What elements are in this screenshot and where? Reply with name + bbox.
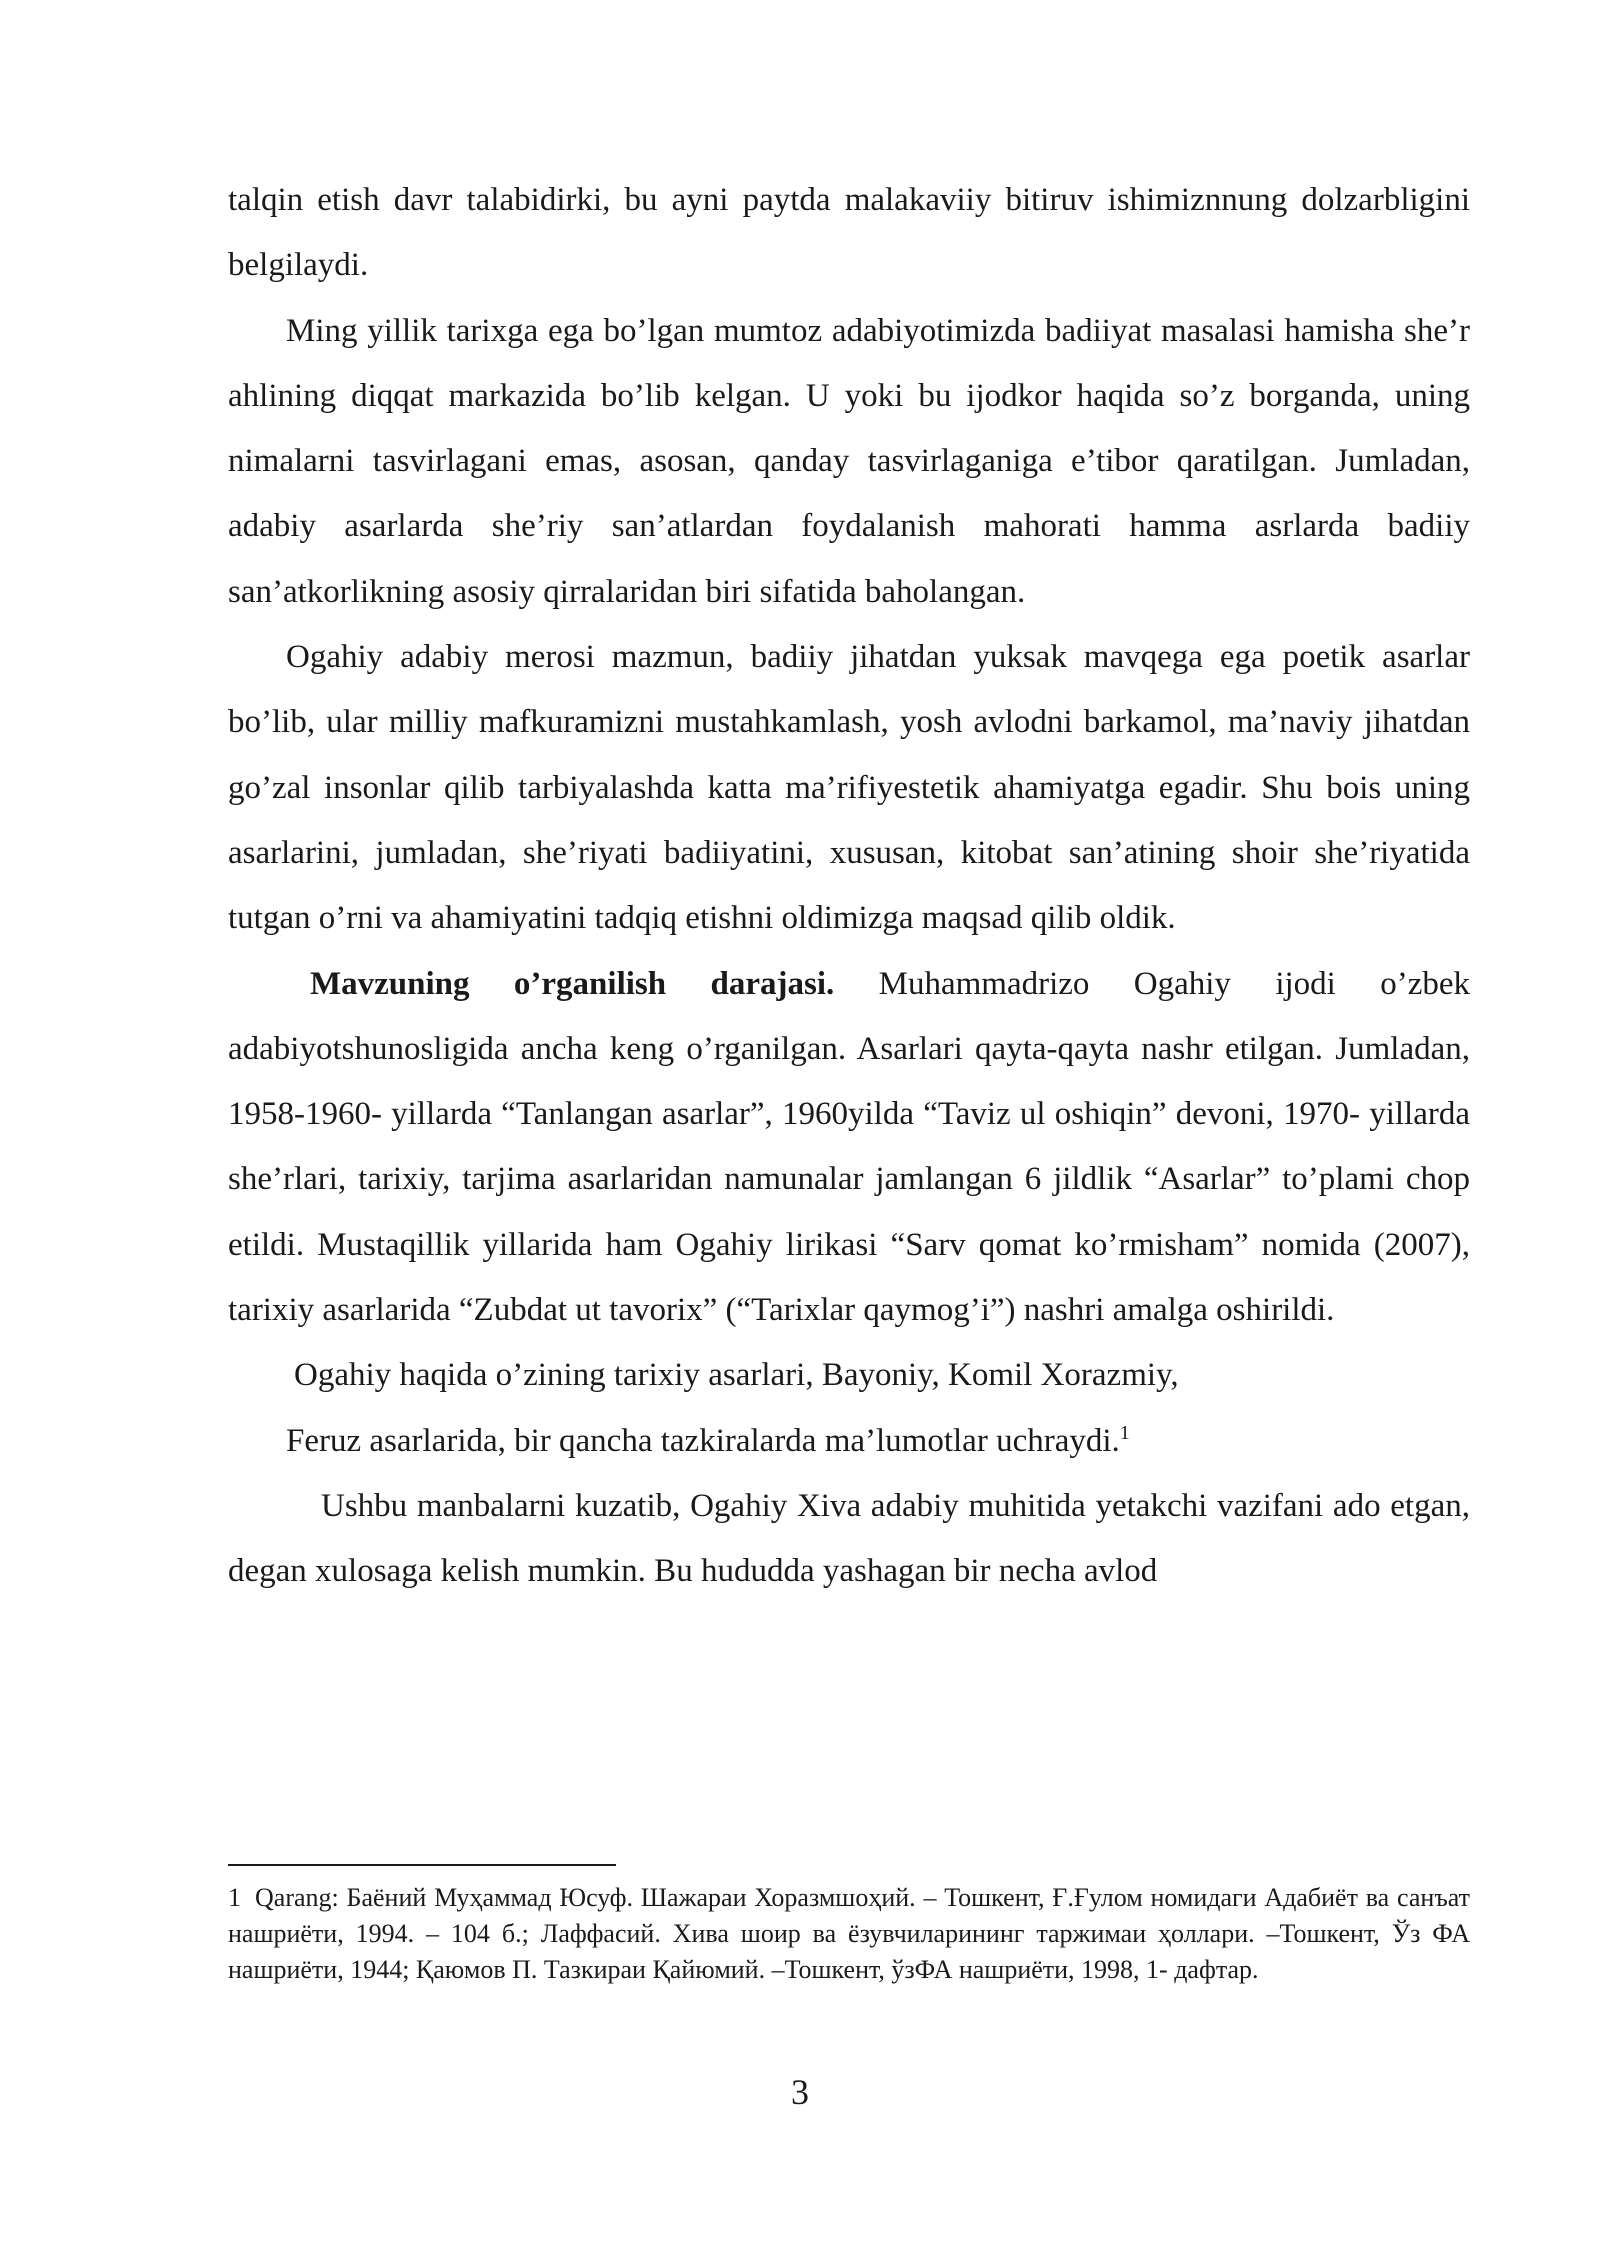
section-heading: Mavzuning o’rganilish darajasi. (310, 965, 835, 1002)
page-number: 3 (791, 2072, 809, 2112)
paragraph-2: Ming yillik tarixga ega bo’lgan mumtoz adabiyotimizda badiiyat masalasi hamisha she’r ahlining diqqat markazida bo’lib kelgan. U yoki bu ijodkor haqida so’z borganda, uning nimalarni tasvirlagani emas, asosan, qanday tasvirlaganiga e’tibor qaratilgan. Jumladan, adabiy asarlarda she’riy san’atlardan foydalanish mahorati hamma asrlarda badiiy san’atkorlikning asosiy qirralaridan biri sifatida baholangan. (228, 312, 1470, 610)
document-body (228, 168, 1470, 1605)
footnote-reference[interactable]: 1 (1119, 1421, 1130, 1444)
paragraph-3: Ogahiy adabiy merosi mazmun, badiiy jihatdan yuksak mavqega ega poetik asarlar bo’lib, ular milliy mafkuramizni mustahkamlash, yosh avlodni barkamol, ma’naviy jihatdan go’zal insonlar qilib tarbiyalashda katta ma’rifiyestetik ahamiyatga egadir. Shu bois uning asarlarini, jumladan, she’riyati badiiyatini, xususan, kitobat san’atining shoir she’riyatida tutgan o’rni va ahamiyatini tadqiq etishni oldimizga maqsad qilib oldik. (228, 639, 1470, 937)
footnote-text: Qarang: Баёний Муҳаммад Юсуф. Шажараи Хоразмшоҳий. – Тошкент, Ғ.Ғулом номидаги Адабиёт ва санъат нашриёти, 1994. – 104 б.; Лаффасий. Хива шоир ва ёзувчиларининг таржимаи ҳоллари. –Тошкент, Ўз ФА нашриёти, 1944; Қаюмов П. Тазкираи Қайюмий. –Тошкент, ўзФА нашриёти, 1998, 1- дафтар. (228, 1883, 1470, 1984)
paragraph-4 (228, 952, 1470, 1344)
paragraph-5-line-1: Ogahiy haqida o’zining tarixiy asarlari, Bayoniy, Komil Xorazmiy, (294, 1357, 1179, 1394)
paragraph-6: Ushbu manbalarni kuzatib, Ogahiy Xiva adabiy muhitida yetakchi vazifani ado etgan, degan xulosaga kelish mumkin. Bu hududda yashagan bir necha avlod (228, 1487, 1470, 1590)
paragraph-5-line-2-text: Feruz asarlarida, bir qancha tazkiralarda ma’lumotlar uchraydi. (286, 1422, 1120, 1459)
footnote-number: 1 (228, 1883, 241, 1912)
paragraph-1: talqin etish davr talabidirki, bu ayni paytda malakaviiy bitiruv ishimiznnung dolzarbligini belgilaydi. (228, 182, 1470, 284)
paragraph-5-line-2 (228, 1409, 1470, 1474)
paragraph-4-text: Muhammadrizo Ogahiy ijodi o’zbek adabiyotshunosligida ancha keng o’rganilgan. Asarlari qayta-qayta nashr etilgan. Jumladan, 1958-1960- yillarda “Tanlangan asarlar”, 1960yilda “Taviz ul oshiqin” devoni, 1970- yillarda she’rlari, tarixiy, tarjima asarlaridan namunalar jamlangan 6 jildlik “Asarlar” to’plami chop etildi. Mustaqillik yillarida ham Ogahiy lirikasi “Sarv qomat ko’rmisham” nomida (2007), tarixiy asarlarida “Zubdat ut tavorix” (“Tarixlar qaymog’i”) nashri amalga oshirildi. (228, 965, 1470, 1329)
footnote-separator (228, 1864, 616, 1866)
footnote (228, 1880, 1470, 1988)
